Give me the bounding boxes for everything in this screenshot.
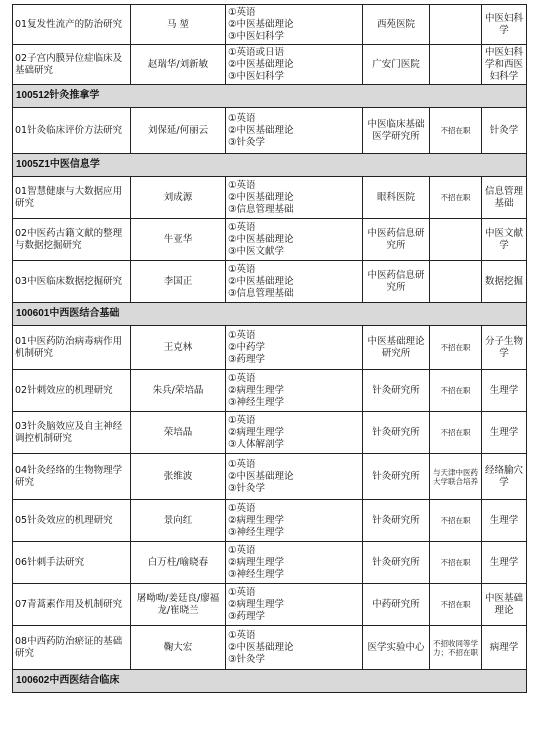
remark: 不招在职 (430, 177, 482, 219)
table-row (13, 108, 527, 154)
exam-subjects (226, 542, 363, 584)
exam-subject: ①英语 (228, 414, 256, 426)
additional-exam: 生理学 (482, 412, 527, 454)
table-row (13, 177, 527, 219)
exam-subjects (226, 584, 363, 626)
exam-subjects (226, 412, 363, 454)
additional-exam: 中医妇科学 (482, 5, 527, 45)
training-unit: 中医基础理论研究所 (363, 326, 430, 370)
training-unit: 针灸研究所 (363, 542, 430, 584)
table-row (13, 219, 527, 261)
research-direction: 08中西药防治瘀证的基础研究 (13, 626, 131, 670)
research-direction: 03针灸脑效应及自主神经调控机制研究 (13, 412, 131, 454)
supervisor-name: 张维波 (131, 454, 226, 500)
research-direction: 03中医临床数据挖掘研究 (13, 261, 131, 303)
remark: 与天津中医药大学联合培养 (430, 454, 482, 500)
exam-subject: ①英语 (228, 112, 256, 124)
additional-exam: 分子生物学 (482, 326, 527, 370)
exam-subject: ②中医基础理论 (228, 18, 294, 30)
exam-subject: ②病理生理学 (228, 556, 285, 568)
table-row (13, 454, 527, 500)
section-code: 100512 (16, 90, 50, 101)
training-unit: 中医药信息研究所 (363, 219, 430, 261)
remark: 不招收同等学力；不招在职 (430, 626, 482, 670)
table-row (13, 542, 527, 584)
catalog-table (12, 4, 527, 693)
supervisor-name: 赵瑞华/刘新敏 (131, 45, 226, 85)
training-unit: 中医临床基础医学研究所 (363, 108, 430, 154)
section-header-row (13, 154, 527, 177)
section-header-row (13, 303, 527, 326)
exam-subject: ③人体解剖学 (228, 438, 285, 450)
additional-exam: 生理学 (482, 370, 527, 412)
research-direction: 02中医药古籍文献的整理与数据挖掘研究 (13, 219, 131, 261)
table-row (13, 326, 527, 370)
research-direction: 02针刺效应的机理研究 (13, 370, 131, 412)
supervisor-name: 鞠大宏 (131, 626, 226, 670)
research-direction: 01智慧健康与大数据应用研究 (13, 177, 131, 219)
research-direction: 06针刺手法研究 (13, 542, 131, 584)
exam-subjects (226, 454, 363, 500)
section-header-row (13, 85, 527, 108)
table-row (13, 370, 527, 412)
section-header-row (13, 670, 527, 693)
catalog-sheet (12, 4, 526, 693)
exam-subjects (226, 177, 363, 219)
exam-subject: ②中医基础理论 (228, 275, 294, 287)
exam-subject: ②中医基础理论 (228, 58, 294, 70)
section-code: 100602 (16, 675, 50, 686)
training-unit: 医学实验中心 (363, 626, 430, 670)
section-title: 中西医结合临床 (49, 675, 120, 686)
additional-exam: 生理学 (482, 542, 527, 584)
exam-subjects (226, 261, 363, 303)
exam-subject: ③神经生理学 (228, 396, 285, 408)
supervisor-name: 朱兵/荣培晶 (131, 370, 226, 412)
training-unit: 针灸研究所 (363, 454, 430, 500)
remark (430, 45, 482, 85)
exam-subject: ②病理生理学 (228, 598, 285, 610)
exam-subject: ③针灸学 (228, 653, 266, 665)
additional-exam: 中医文献学 (482, 219, 527, 261)
research-direction: 01复发性流产的防治研究 (13, 5, 131, 45)
exam-subject: ③中医妇科学 (228, 70, 285, 82)
exam-subject: ①英语 (228, 372, 256, 384)
catalog-body (13, 5, 527, 693)
research-direction: 02子宫内膜异位症临床及基础研究 (13, 45, 131, 85)
additional-exam: 经络腧穴学 (482, 454, 527, 500)
table-row (13, 412, 527, 454)
additional-exam: 中医妇科学和西医妇科学 (482, 45, 527, 85)
additional-exam: 生理学 (482, 500, 527, 542)
training-unit: 中医药信息研究所 (363, 261, 430, 303)
training-unit: 针灸研究所 (363, 412, 430, 454)
exam-subject: ②中医基础理论 (228, 470, 294, 482)
exam-subject: ②中医基础理论 (228, 641, 294, 653)
table-row (13, 261, 527, 303)
remark: 不招在职 (430, 412, 482, 454)
exam-subject: ③针灸学 (228, 482, 266, 494)
exam-subject: ①英语 (228, 458, 256, 470)
section-header (13, 303, 527, 326)
additional-exam: 数据挖掘 (482, 261, 527, 303)
exam-subject: ①英语 (228, 6, 256, 18)
supervisor-name: 景向红 (131, 500, 226, 542)
training-unit: 广安门医院 (363, 45, 430, 85)
training-unit: 针灸研究所 (363, 370, 430, 412)
section-code: 1005Z1 (16, 159, 50, 170)
exam-subject: ②中医基础理论 (228, 233, 294, 245)
section-title: 中西医结合基础 (49, 308, 120, 319)
research-direction: 04针灸经络的生物物理学研究 (13, 454, 131, 500)
remark (430, 261, 482, 303)
training-unit: 中药研究所 (363, 584, 430, 626)
supervisor-name: 刘保延/何丽云 (131, 108, 226, 154)
exam-subjects (226, 370, 363, 412)
exam-subjects (226, 108, 363, 154)
remark (430, 219, 482, 261)
exam-subject: ②病理生理学 (228, 384, 285, 396)
exam-subject: ②病理生理学 (228, 514, 285, 526)
exam-subject: ①英语 (228, 544, 256, 556)
exam-subject: ①英语 (228, 629, 256, 641)
exam-subject: ①英语 (228, 586, 256, 598)
training-unit: 针灸研究所 (363, 500, 430, 542)
exam-subjects (226, 5, 363, 45)
research-direction: 05针灸效应的机理研究 (13, 500, 131, 542)
supervisor-name: 李国正 (131, 261, 226, 303)
exam-subjects (226, 219, 363, 261)
supervisor-name: 牛亚华 (131, 219, 226, 261)
exam-subject: ②中药学 (228, 341, 266, 353)
exam-subject: ③神经生理学 (228, 568, 285, 580)
exam-subject: ②中医基础理论 (228, 191, 294, 203)
supervisor-name: 荣培晶 (131, 412, 226, 454)
exam-subject: ②中医基础理论 (228, 124, 294, 136)
table-row (13, 626, 527, 670)
research-direction: 07青蒿素作用及机制研究 (13, 584, 131, 626)
table-row (13, 45, 527, 85)
section-title: 针灸推拿学 (49, 90, 100, 101)
table-row (13, 500, 527, 542)
supervisor-name: 刘成源 (131, 177, 226, 219)
section-title: 中医信息学 (49, 159, 100, 170)
exam-subject: ③药理学 (228, 353, 266, 365)
exam-subjects (226, 626, 363, 670)
exam-subject: ①英语 (228, 221, 256, 233)
exam-subject: ①英语 (228, 329, 256, 341)
exam-subject: ③中医妇科学 (228, 30, 285, 42)
remark: 不招在职 (430, 500, 482, 542)
exam-subject: ①英语 (228, 502, 256, 514)
exam-subject: ②病理生理学 (228, 426, 285, 438)
section-header (13, 154, 527, 177)
additional-exam: 中医基础理论 (482, 584, 527, 626)
table-row (13, 5, 527, 45)
supervisor-name: 屠呦呦/姜廷良/廖福龙/崔晓兰 (131, 584, 226, 626)
supervisor-name: 马 堃 (131, 5, 226, 45)
additional-exam: 病理学 (482, 626, 527, 670)
remark: 不招在职 (430, 370, 482, 412)
remark: 不招在职 (430, 326, 482, 370)
remark (430, 5, 482, 45)
remark: 不招在职 (430, 584, 482, 626)
exam-subject: ①英语 (228, 179, 256, 191)
exam-subject: ①英语或日语 (228, 46, 285, 58)
research-direction: 01中医药防治病毒病作用机制研究 (13, 326, 131, 370)
exam-subject: ③神经生理学 (228, 526, 285, 538)
remark: 不招在职 (430, 108, 482, 154)
table-row (13, 584, 527, 626)
remark: 不招在职 (430, 542, 482, 584)
exam-subjects (226, 500, 363, 542)
section-header (13, 85, 527, 108)
exam-subject: ③药理学 (228, 610, 266, 622)
research-direction: 01针灸临床评价方法研究 (13, 108, 131, 154)
training-unit: 西苑医院 (363, 5, 430, 45)
exam-subject: ③针灸学 (228, 136, 266, 148)
exam-subject: ③信息管理基础 (228, 203, 294, 215)
section-header (13, 670, 527, 693)
additional-exam: 针灸学 (482, 108, 527, 154)
supervisor-name: 王克林 (131, 326, 226, 370)
supervisor-name: 白万柱/喻晓春 (131, 542, 226, 584)
additional-exam: 信息管理基础 (482, 177, 527, 219)
exam-subject: ③信息管理基础 (228, 287, 294, 299)
exam-subject: ③中医文献学 (228, 245, 285, 257)
exam-subjects (226, 45, 363, 85)
section-code: 100601 (16, 308, 50, 319)
training-unit: 眼科医院 (363, 177, 430, 219)
exam-subject: ①英语 (228, 263, 256, 275)
exam-subjects (226, 326, 363, 370)
